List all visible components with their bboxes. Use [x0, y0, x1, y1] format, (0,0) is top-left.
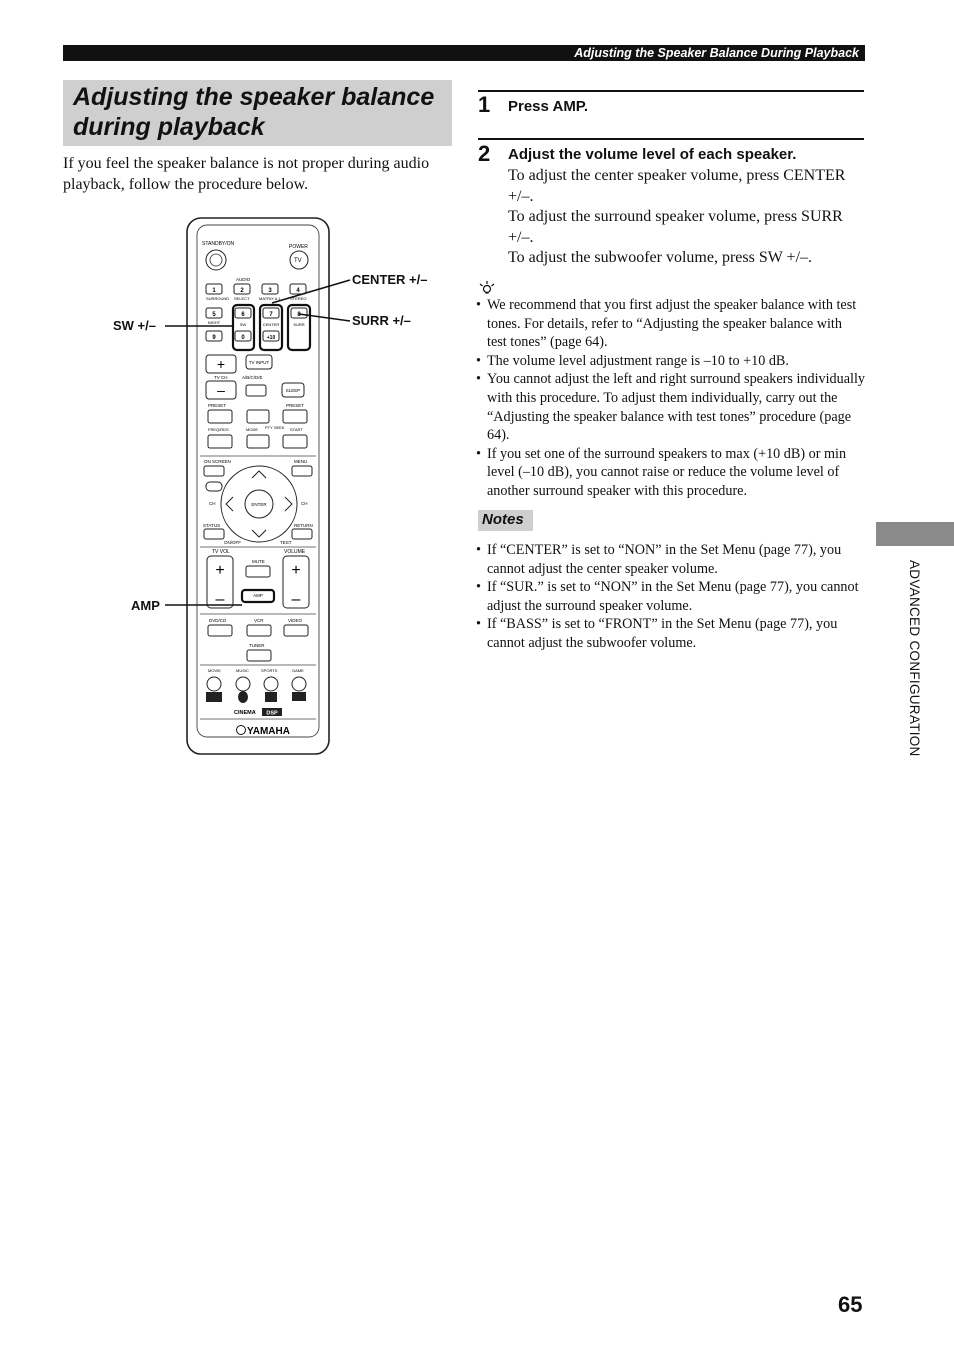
abcde-label: A/B/C/D/E	[242, 375, 263, 380]
start-label: START	[290, 427, 303, 432]
audio-label: AUDIO	[236, 277, 251, 282]
test-label: TEST	[280, 540, 292, 545]
sports-button[interactable]	[264, 677, 278, 691]
cinema-label: CINEMA	[234, 710, 256, 716]
step1-number: 1	[478, 92, 491, 117]
sw-label: SW	[239, 322, 247, 327]
music-label: MUSIC	[236, 668, 249, 673]
stereo-label: STEREO	[290, 296, 307, 301]
sports-icon	[265, 692, 277, 702]
tv-input-label: TV INPUT	[248, 360, 270, 365]
notes-heading-box	[478, 510, 533, 531]
on-off-label: ON/OFF	[224, 540, 241, 545]
notes-heading: Notes	[482, 511, 524, 528]
center-label: CENTER	[262, 322, 280, 327]
digit-1: 1	[212, 288, 216, 294]
dsp-label: DSP	[266, 710, 278, 717]
digit-plus10: +10	[266, 335, 276, 341]
video-label: VIDEO	[288, 618, 303, 623]
intro-paragraph: If you feel the speaker balance is not proper during audio playback, follow the procedure below.	[63, 155, 430, 193]
step2-rule	[478, 138, 864, 140]
night-label: NIGHT	[207, 320, 221, 325]
page-title: Adjusting the speaker balance during playback	[73, 83, 435, 141]
digit-4: 4	[296, 288, 300, 294]
surround-label: SURROUND	[206, 296, 230, 301]
tuner-button[interactable]	[247, 650, 271, 661]
list-item: • You cannot adjust the left and right surround speakers individually with this procedure. To adjust them individually, carry out the “Adjusting the speaker balance with test tones” procedure (page 64).	[475, 370, 865, 444]
notes-list	[475, 541, 865, 653]
step1-heading: Press AMP.	[508, 98, 589, 115]
game-label: GAME	[292, 668, 304, 673]
power-label: POWER	[289, 244, 308, 250]
step1-rule	[478, 90, 864, 92]
lightbulb-icon	[478, 280, 496, 296]
header-bar	[63, 45, 865, 61]
step2-line-surround: To adjust the surround speaker volume, press SURR +/–.	[508, 208, 843, 246]
tv-ch-plus: +	[216, 356, 226, 372]
on-screen-label: ON SCREEN	[204, 459, 231, 464]
pty-seek-label: PTY SEEK	[265, 425, 285, 430]
sw-callout: SW +/–	[113, 318, 156, 333]
preset-down-label: PRESET	[208, 403, 227, 408]
vcr-button[interactable]	[247, 625, 271, 636]
step2-line-center: To adjust the center speaker volume, press CENTER +/–.	[508, 167, 846, 205]
tv-vol-minus: –	[215, 591, 225, 608]
mode-label: MODE	[246, 427, 258, 432]
callout-lines	[160, 270, 460, 620]
menu-label: MENU	[294, 459, 308, 464]
tv-ch-label: TV CH	[214, 375, 228, 380]
chapter-label: ADVANCED CONFIGURATION	[907, 560, 922, 757]
sports-label: SPORTS	[261, 668, 278, 673]
digit-9: 9	[212, 335, 216, 341]
step2-body	[508, 166, 858, 269]
movie-icon	[206, 692, 222, 702]
status-label: STATUS	[203, 523, 221, 528]
step2-heading: Adjust the volume level of each speaker.	[508, 146, 797, 163]
matrix-label: MATRIX 6.1	[259, 296, 281, 301]
freq-rds-label: FREQ/RDS	[208, 427, 229, 432]
dvd-cd-label: DVD/CD	[209, 618, 227, 623]
center-callout: CENTER +/–	[352, 272, 428, 287]
enter-label: ENTER	[251, 502, 267, 507]
digit-6: 6	[241, 312, 245, 318]
volume-minus: –	[291, 591, 301, 608]
tv-ch-minus: –	[217, 382, 225, 398]
step2-line-subwoofer: To adjust the subwoofer volume, press SW +/–.	[508, 249, 813, 266]
digit-8: 8	[297, 312, 301, 318]
running-title: Adjusting the Speaker Balance During Playback	[574, 46, 859, 60]
game-icon	[292, 692, 306, 701]
volume-label: VOLUME	[284, 549, 306, 555]
sleep-label: SLEEP	[285, 388, 301, 393]
list-item: • We recommend that you first adjust the speaker balance with test tones. For details, refer to “Adjusting the speaker balance with test tones” (page 64).	[475, 296, 865, 352]
return-label: RETURN	[294, 523, 313, 528]
tuner-label: TUNER	[249, 643, 265, 648]
chapter-tab	[876, 522, 954, 546]
list-item: • If “CENTER” is set to “NON” in the Set Menu (page 77), you cannot adjust the center speaker volume.	[475, 541, 865, 578]
mute-label: MUTE	[252, 559, 265, 564]
tv-label: TV	[294, 258, 302, 264]
music-button[interactable]	[236, 677, 250, 691]
standby-label: STANDBY/ON	[202, 241, 235, 247]
video-button[interactable]	[284, 625, 308, 636]
list-item: • If “BASS” is set to “FRONT” in the Set Menu (page 77), you cannot adjust the subwoofer volume.	[475, 615, 865, 652]
game-button[interactable]	[292, 677, 306, 691]
movie-button[interactable]	[207, 677, 221, 691]
digit-0: 0	[241, 335, 245, 341]
movie-label: MOVIE	[208, 668, 221, 673]
tv-vol-label: TV VOL	[212, 549, 230, 555]
ch-left-label: CH	[209, 501, 216, 506]
surr-callout: SURR +/–	[352, 313, 411, 328]
surr-label: SURR	[293, 322, 305, 327]
digit-7: 7	[269, 312, 273, 318]
digit-3: 3	[268, 288, 272, 294]
dvd-cd-button[interactable]	[208, 625, 232, 636]
step2-number: 2	[478, 141, 491, 166]
digit-2: 2	[240, 288, 244, 294]
brand-logo: YAMAHA	[247, 726, 290, 737]
page-number: 65	[838, 1292, 863, 1317]
volume-plus: +	[291, 562, 301, 579]
list-item: • The volume level adjustment range is –10 to +10 dB.	[475, 352, 865, 371]
list-item: • If “SUR.” is set to “NON” in the Set Menu (page 77), you cannot adjust the surround speaker volume.	[475, 578, 865, 615]
tv-vol-plus: +	[215, 562, 225, 579]
tips-list	[475, 296, 865, 501]
music-icon	[238, 691, 248, 703]
preset-up-label: PRESET	[286, 403, 305, 408]
ch-right-label: CH	[301, 501, 308, 506]
digit-5: 5	[212, 312, 216, 318]
select-label: SELECT	[234, 296, 250, 301]
vcr-label: VCR	[254, 618, 264, 623]
list-item: • If you set one of the surround speakers to max (+10 dB) or min level (–10 dB), you cannot raise or reduce the volume level of another surround speaker with this procedure.	[475, 445, 865, 501]
amp-label: AMP	[253, 593, 263, 598]
section-title-box	[63, 80, 452, 146]
amp-callout: AMP	[131, 598, 160, 613]
